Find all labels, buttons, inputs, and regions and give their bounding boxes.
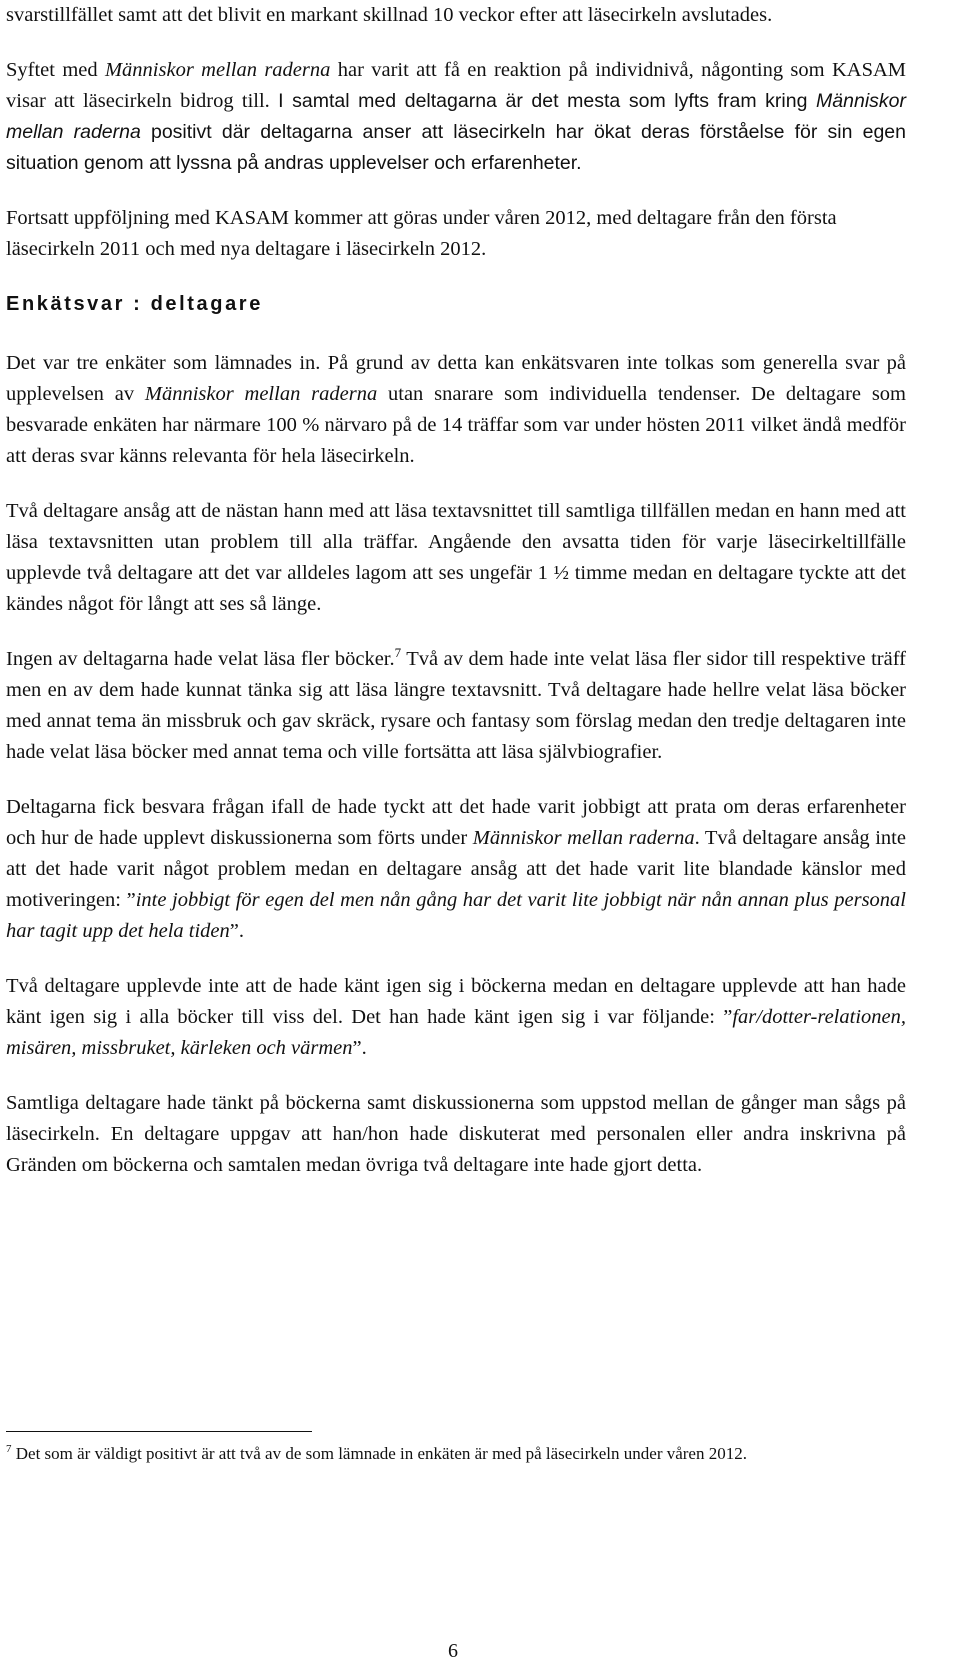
participant-quote: far/dotter-relationen, misären, missbruket, kärleken och värmen <box>6 1006 906 1059</box>
participant-quote: inte jobbigt för egen del men nån gång har det varit lite jobbigt när nån annan plus personal har tagit upp det hela tiden <box>6 889 907 942</box>
book-title: Människor mellan raderna <box>104 59 331 81</box>
footnote-number: 7 <box>6 1443 12 1455</box>
book-title: Människor mellan raderna <box>6 90 906 143</box>
footnote-divider <box>6 1431 312 1432</box>
paragraph-intro-continuation: svarstillfället samt att det blivit en markant skillnad 10 veckor efter att läsecirkeln avslutades. <box>6 4 773 26</box>
footnote: $^7$ Det som är väldigt positivt är att två av de som lämnade in enkäten är med på läsecirkeln under våren 2012. <box>6 1443 747 1463</box>
paragraph-more-books: Ingen av deltagarna hade velat läsa fler böcker.$^7$ Två av dem hade inte velat läsa fler sidor till respektive träff men en av dem hade kunnat tänka sig att läsa längre textavsnitt. Två deltagare hade hellre velat läsa böcker med annat tema än missbruk och gav skräck, rysare och fantasy som förslag medan den tredje deltagaren inte hade velat läsa böcker med annat tema och ville fortsätta att läsa självbiografier. <box>6 645 907 763</box>
paragraph-reflection: Samtliga deltagare hade tänkt på böckerna samt diskussionerna som uppstod mellan de gånger man sågs på läsecirkeln. En deltagare uppgav att han/hon hade diskuterat med personalen eller andra inskrivna på Gränden om böckerna och samtalen medan övriga två deltagare inte hade gjort detta. <box>6 1092 906 1176</box>
book-title: Människor mellan raderna <box>144 383 378 405</box>
paragraph-survey-intro: Det var tre enkäter som lämnades in. På grund av detta kan enkätsvaren inte tolkas som generella svar på upplevelsen av Människor mellan raderna utan snarare som individuella tendenser. De deltagare som besvarade enkäten har närmare 100 % närvaro på de 14 träffar som var under hösten 2011 vilket ändå medför att deras svar känns relevanta för hela läsecirkeln. <box>6 352 906 467</box>
paragraph-recognition: Två deltagare upplevde inte att de hade känt igen sig i böckerna medan en deltagare upplevde att han hade känt igen sig i alla böcker till viss del. Det han hade känt igen sig i var följande: ”far/dotter-relationen, misären, missbruket, kärleken och värmen”. <box>6 975 906 1059</box>
footnote-reference[interactable]: 7 <box>394 645 402 660</box>
paragraph-purpose: Syftet med Människor mellan raderna har varit att få en reaktion på individnivå, någonting som KASAM visar att läsecirkeln bidrog till. I samtal med deltagarna är det mesta som lyfts fram kring Människor mellan raderna positivt där deltagarna anser att läsecirkeln har ökat deras förståelse för sin egen situation genom att lyssna på andras upplevelser och erfarenheter. <box>6 59 907 174</box>
document-page <box>6 0 906 1181</box>
section-heading: Enkätsvar : deltagare <box>6 293 263 315</box>
book-title: Människor mellan raderna <box>472 827 695 849</box>
page-number: 6 <box>448 1640 458 1662</box>
paragraph-reading-time: Två deltagare ansåg att de nästan hann med att läsa textavsnittet till samtliga tillfällen medan en hann med att läsa textavsnitten utan problem till alla träffar. Angående den avsatta tiden för varje läsecirkeltillfälle upplevde två deltagare att det var alldeles lagom att ses ungefär 1 ½ timme medan en deltagare tyckte att det kändes något för långt att ses så länge. <box>6 500 906 615</box>
paragraph-discussion: Deltagarna fick besvara frågan ifall de hade tyckt att det hade varit jobbigt att prata om deras erfarenheter och hur de hade upplevt diskussionerna som förts under Människor mellan raderna. Två deltagare ansåg inte att det hade varit något problem medan en deltagare ansåg att det hade varit lite blandade känslor med motiveringen: ”inte jobbigt för egen del men nån gång har det varit lite jobbigt när nån annan plus personal har tagit upp det hela tiden”. <box>6 796 907 942</box>
paragraph-followup: Fortsatt uppföljning med KASAM kommer att göras under våren 2012, med deltagare från den första läsecirkeln 2011 och med nya deltagare i läsecirkeln 2012. <box>6 207 837 260</box>
sans-sentence: I samtal med deltagarna är det mesta som lyfts fram kring Människor mellan raderna positivt där deltagarna anser att läsecirkeln har ökat deras förståelse för sin egen situation genom att lyssna på andras upplevelser och erfarenheter. <box>6 90 907 174</box>
